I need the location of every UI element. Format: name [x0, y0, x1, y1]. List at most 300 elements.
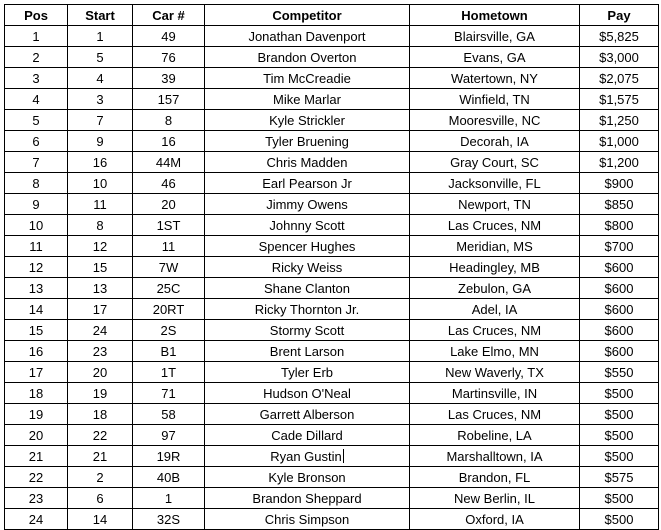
cell-car[interactable] — [133, 131, 205, 152]
cell-start[interactable] — [68, 89, 133, 110]
cell-car[interactable] — [133, 383, 205, 404]
table-row — [5, 446, 659, 467]
cell-text: $500 — [604, 385, 634, 401]
header-hometown[interactable]: Hometown — [410, 5, 580, 26]
cell-pay[interactable] — [580, 320, 659, 341]
cell-text: 17 — [28, 364, 44, 380]
cell-text: 10 — [28, 217, 44, 233]
cell-text: Headingley, MB — [449, 259, 540, 275]
table-row — [5, 320, 659, 341]
cell-start[interactable] — [68, 446, 133, 467]
cell-competitor[interactable] — [205, 488, 410, 509]
cell-start[interactable] — [68, 47, 133, 68]
cell-hometown[interactable] — [410, 278, 580, 299]
table-row — [5, 26, 659, 47]
header-car[interactable]: Car # — [133, 5, 205, 26]
header-row — [5, 5, 659, 26]
table-row — [5, 215, 659, 236]
cell-start[interactable] — [68, 404, 133, 425]
cell-text: 2 — [32, 49, 40, 65]
cell-text: 22 — [92, 427, 108, 443]
cell-text: 19 — [28, 406, 44, 422]
cell-text: Gray Court, SC — [450, 154, 539, 170]
cell-car[interactable] — [133, 488, 205, 509]
cell-start[interactable] — [68, 362, 133, 383]
cell-text: 46 — [161, 175, 176, 191]
cell-car[interactable] — [133, 509, 205, 530]
cell-text: $700 — [604, 238, 634, 254]
cell-text: 5 — [32, 112, 40, 128]
cell-text: Zebulon, GA — [458, 280, 531, 296]
cell-pay[interactable] — [580, 341, 659, 362]
cell-start[interactable] — [68, 341, 133, 362]
cell-competitor[interactable] — [205, 194, 410, 215]
cell-hometown[interactable] — [410, 425, 580, 446]
cell-competitor[interactable] — [205, 236, 410, 257]
cell-text: 8 — [32, 175, 40, 191]
table-row — [5, 299, 659, 320]
cell-start[interactable] — [68, 26, 133, 47]
cell-text: Blairsville, GA — [454, 28, 535, 44]
cell-hometown[interactable] — [410, 131, 580, 152]
cell-text: 7W — [158, 259, 179, 275]
cell-text: 21 — [92, 448, 108, 464]
cell-competitor[interactable] — [205, 257, 410, 278]
cell-text: Kyle Bronson — [268, 469, 346, 485]
cell-car[interactable] — [133, 26, 205, 47]
cell-text: 13 — [28, 280, 44, 296]
results-table-wrapper — [4, 4, 659, 530]
cell-text: Watertown, NY — [451, 70, 538, 86]
cell-text: Adel, IA — [471, 301, 518, 317]
cell-hometown[interactable] — [410, 194, 580, 215]
cell-pay[interactable] — [580, 215, 659, 236]
cell-competitor[interactable] — [205, 425, 410, 446]
cell-text: Kyle Strickler — [269, 112, 345, 128]
table-row — [5, 278, 659, 299]
cell-text: 40B — [156, 469, 181, 485]
cell-text: 5 — [96, 49, 104, 65]
cell-car[interactable] — [133, 446, 205, 467]
cell-text: Ricky Thornton Jr. — [254, 301, 360, 317]
cell-pos[interactable] — [5, 110, 68, 131]
cell-pay[interactable] — [580, 257, 659, 278]
cell-pay[interactable] — [580, 467, 659, 488]
cell-car[interactable] — [133, 404, 205, 425]
cell-text: Las Cruces, NM — [447, 406, 542, 422]
cell-pay[interactable] — [580, 488, 659, 509]
header-start[interactable]: Start — [68, 5, 133, 26]
cell-hometown[interactable] — [410, 47, 580, 68]
cell-competitor[interactable] — [205, 131, 410, 152]
cell-start[interactable] — [68, 173, 133, 194]
table-body — [5, 26, 659, 530]
cell-text: 16 — [28, 343, 44, 359]
table-row — [5, 341, 659, 362]
cell-text: 22 — [28, 469, 44, 485]
header-pos[interactable]: Pos — [5, 5, 68, 26]
cell-pay[interactable] — [580, 446, 659, 467]
cell-pay[interactable] — [580, 509, 659, 530]
cell-text: 49 — [161, 28, 176, 44]
cell-hometown[interactable] — [410, 446, 580, 467]
cell-text: $600 — [604, 259, 634, 275]
text-cursor — [343, 449, 344, 463]
cell-pos[interactable] — [5, 320, 68, 341]
table-row — [5, 425, 659, 446]
cell-hometown[interactable] — [410, 509, 580, 530]
cell-text: 10 — [92, 175, 108, 191]
cell-text: 19R — [156, 448, 181, 464]
cell-pay[interactable] — [580, 89, 659, 110]
cell-text: Earl Pearson Jr — [262, 175, 352, 191]
cell-pay[interactable] — [580, 26, 659, 47]
table-row — [5, 257, 659, 278]
cell-text: 3 — [96, 91, 104, 107]
cell-text: 1ST — [156, 217, 181, 233]
cell-pay[interactable] — [580, 299, 659, 320]
cell-car[interactable] — [133, 467, 205, 488]
cell-hometown[interactable] — [410, 26, 580, 47]
cell-text: $900 — [604, 175, 634, 191]
cell-text: 32S — [156, 511, 181, 527]
cell-text: Robeline, LA — [457, 427, 532, 443]
cell-pay[interactable] — [580, 173, 659, 194]
table-row — [5, 404, 659, 425]
cell-pos[interactable] — [5, 47, 68, 68]
cell-competitor[interactable] — [205, 446, 410, 467]
cell-competitor[interactable] — [205, 215, 410, 236]
cell-hometown[interactable] — [410, 404, 580, 425]
cell-text: Las Cruces, NM — [447, 217, 542, 233]
cell-text: $600 — [604, 322, 634, 338]
cell-text: Evans, GA — [463, 49, 526, 65]
cell-text: $2,075 — [599, 70, 639, 86]
cell-text: 15 — [92, 259, 108, 275]
cell-hometown[interactable] — [410, 215, 580, 236]
cell-competitor[interactable] — [205, 341, 410, 362]
cell-pos[interactable] — [5, 362, 68, 383]
cell-pay[interactable] — [580, 131, 659, 152]
cell-text: 16 — [92, 154, 108, 170]
cell-start[interactable] — [68, 488, 133, 509]
cell-start[interactable] — [68, 509, 133, 530]
cell-pos[interactable] — [5, 488, 68, 509]
table-row — [5, 110, 659, 131]
cell-competitor[interactable] — [205, 110, 410, 131]
cell-text: Newport, TN — [458, 196, 531, 212]
table-row — [5, 467, 659, 488]
cell-competitor[interactable] — [205, 68, 410, 89]
cell-text: 6 — [96, 490, 104, 506]
header-competitor[interactable]: Competitor — [205, 5, 410, 26]
cell-text: 11 — [29, 238, 43, 254]
cell-pos[interactable] — [5, 341, 68, 362]
cell-text: Jacksonville, FL — [448, 175, 541, 191]
cell-car[interactable] — [133, 194, 205, 215]
cell-text: $500 — [604, 427, 634, 443]
cell-text: 20 — [28, 427, 44, 443]
cell-text: 24 — [28, 511, 44, 527]
cell-car[interactable] — [133, 278, 205, 299]
cell-pay[interactable] — [580, 194, 659, 215]
cell-text: New Waverly, TX — [445, 364, 544, 380]
cell-hometown[interactable] — [410, 236, 580, 257]
cell-pos[interactable] — [5, 236, 68, 257]
cell-pay[interactable] — [580, 278, 659, 299]
cell-competitor[interactable] — [205, 467, 410, 488]
cell-car[interactable] — [133, 320, 205, 341]
table-row — [5, 173, 659, 194]
cell-text: Brent Larson — [269, 343, 345, 359]
cell-start[interactable] — [68, 68, 133, 89]
cell-text: 6 — [32, 133, 40, 149]
cell-pos[interactable] — [5, 404, 68, 425]
cell-car[interactable] — [133, 341, 205, 362]
cell-hometown[interactable] — [410, 341, 580, 362]
cell-pos[interactable] — [5, 509, 68, 530]
cell-text: 19 — [92, 385, 108, 401]
cell-text: $5,825 — [599, 28, 639, 44]
cell-pay[interactable] — [580, 404, 659, 425]
cell-text: 4 — [96, 70, 104, 86]
cell-text: 20 — [92, 364, 108, 380]
cell-car[interactable] — [133, 236, 205, 257]
cell-start[interactable] — [68, 320, 133, 341]
table-row — [5, 362, 659, 383]
cell-text: $1,575 — [599, 91, 639, 107]
cell-start[interactable] — [68, 257, 133, 278]
cell-pos[interactable] — [5, 131, 68, 152]
cell-text: $600 — [604, 280, 634, 296]
cell-car[interactable] — [133, 89, 205, 110]
cell-text: 13 — [92, 280, 108, 296]
cell-text: 97 — [161, 427, 176, 443]
cell-hometown[interactable] — [410, 152, 580, 173]
cell-competitor[interactable] — [205, 383, 410, 404]
cell-text: 76 — [161, 49, 176, 65]
cell-text: 4 — [32, 91, 40, 107]
cell-hometown[interactable] — [410, 68, 580, 89]
cell-start[interactable] — [68, 425, 133, 446]
table-row — [5, 89, 659, 110]
cell-pos[interactable] — [5, 173, 68, 194]
cell-text: $800 — [604, 217, 634, 233]
cell-pos[interactable] — [5, 257, 68, 278]
cell-text: 14 — [28, 301, 44, 317]
cell-text: 11 — [161, 238, 176, 254]
cell-competitor[interactable] — [205, 278, 410, 299]
cell-text: 11 — [93, 196, 107, 212]
cell-competitor[interactable] — [205, 509, 410, 530]
cell-text: $500 — [604, 448, 634, 464]
cell-text: 25C — [156, 280, 181, 296]
cell-hometown[interactable] — [410, 110, 580, 131]
cell-car[interactable] — [133, 152, 205, 173]
cell-hometown[interactable] — [410, 383, 580, 404]
cell-hometown[interactable] — [410, 467, 580, 488]
cell-text: 21 — [28, 448, 44, 464]
cell-pos[interactable] — [5, 425, 68, 446]
cell-car[interactable] — [133, 425, 205, 446]
cell-competitor[interactable] — [205, 47, 410, 68]
cell-pay[interactable] — [580, 110, 659, 131]
table-row — [5, 47, 659, 68]
cell-text: 7 — [32, 154, 40, 170]
cell-competitor[interactable] — [205, 173, 410, 194]
cell-pos[interactable] — [5, 68, 68, 89]
cell-text: $575 — [604, 469, 634, 485]
cell-car[interactable] — [133, 299, 205, 320]
cell-text: Oxford, IA — [465, 511, 524, 527]
cell-text: Shane Clanton — [263, 280, 350, 296]
cell-car[interactable] — [133, 110, 205, 131]
cell-text: Winfield, TN — [459, 91, 530, 107]
cell-start[interactable] — [68, 131, 133, 152]
cell-text: Garrett Alberson — [259, 406, 355, 422]
cell-text: Johnny Scott — [269, 217, 345, 233]
cell-hometown[interactable] — [410, 257, 580, 278]
cell-pos[interactable] — [5, 446, 68, 467]
cell-start[interactable] — [68, 215, 133, 236]
cell-text: $3,000 — [599, 49, 639, 65]
cell-text: 1 — [96, 28, 104, 44]
cell-pay[interactable] — [580, 362, 659, 383]
cell-competitor[interactable] — [205, 362, 410, 383]
cell-text: 2S — [160, 322, 177, 338]
cell-text: 8 — [96, 217, 104, 233]
cell-pay[interactable] — [580, 236, 659, 257]
table-row — [5, 383, 659, 404]
cell-text: 3 — [32, 70, 40, 86]
cell-text: 23 — [28, 490, 44, 506]
cell-pos[interactable] — [5, 383, 68, 404]
cell-text: 157 — [157, 91, 180, 107]
cell-text: 17 — [92, 301, 108, 317]
cell-text: $600 — [604, 301, 634, 317]
cell-start[interactable] — [68, 152, 133, 173]
cell-text: 15 — [28, 322, 44, 338]
cell-pos[interactable] — [5, 194, 68, 215]
table-row — [5, 509, 659, 530]
cell-text: B1 — [160, 343, 177, 359]
cell-car[interactable] — [133, 257, 205, 278]
cell-car[interactable] — [133, 47, 205, 68]
cell-car[interactable] — [133, 173, 205, 194]
cell-competitor[interactable] — [205, 299, 410, 320]
cell-pos[interactable] — [5, 467, 68, 488]
cell-text: 24 — [92, 322, 108, 338]
cell-text: Ryan Gustin — [270, 448, 342, 464]
cell-text: 1 — [164, 490, 173, 506]
cell-pos[interactable] — [5, 278, 68, 299]
cell-car[interactable] — [133, 215, 205, 236]
cell-start[interactable] — [68, 467, 133, 488]
cell-pay[interactable] — [580, 425, 659, 446]
cell-text: 9 — [32, 196, 40, 212]
cell-start[interactable] — [68, 194, 133, 215]
results-table — [4, 4, 659, 530]
cell-pay[interactable] — [580, 152, 659, 173]
cell-text: 14 — [92, 511, 108, 527]
header-pay[interactable]: Pay — [580, 5, 659, 26]
cell-text: $600 — [604, 343, 634, 359]
cell-text: 12 — [28, 259, 44, 275]
cell-text: 1T — [160, 364, 177, 380]
cell-text: Meridian, MS — [456, 238, 533, 254]
cell-start[interactable] — [68, 110, 133, 131]
cell-text: 12 — [92, 238, 108, 254]
cell-pos[interactable] — [5, 26, 68, 47]
table-row — [5, 236, 659, 257]
cell-text: Chris Simpson — [264, 511, 350, 527]
cell-text: $1,000 — [599, 133, 639, 149]
cell-start[interactable] — [68, 278, 133, 299]
cell-pos[interactable] — [5, 152, 68, 173]
cell-hometown[interactable] — [410, 173, 580, 194]
cell-text: Jimmy Owens — [266, 196, 348, 212]
cell-start[interactable] — [68, 236, 133, 257]
cell-text: Cade Dillard — [271, 427, 343, 443]
cell-text: Stormy Scott — [269, 322, 345, 338]
cell-pay[interactable] — [580, 47, 659, 68]
cell-car[interactable] — [133, 362, 205, 383]
cell-hometown[interactable] — [410, 320, 580, 341]
table-row — [5, 488, 659, 509]
cell-competitor[interactable] — [205, 152, 410, 173]
cell-text: $500 — [604, 511, 634, 527]
cell-hometown[interactable] — [410, 89, 580, 110]
cell-text: 39 — [161, 70, 176, 86]
cell-text: Ricky Weiss — [271, 259, 343, 275]
cell-competitor[interactable] — [205, 26, 410, 47]
cell-competitor[interactable] — [205, 89, 410, 110]
cell-pay[interactable] — [580, 68, 659, 89]
cell-text: 7 — [96, 112, 104, 128]
cell-pay[interactable] — [580, 383, 659, 404]
cell-hometown[interactable] — [410, 488, 580, 509]
cell-text: Spencer Hughes — [258, 238, 356, 254]
cell-text: 23 — [92, 343, 108, 359]
cell-text: 8 — [164, 112, 173, 128]
cell-text: Hudson O'Neal — [263, 385, 351, 401]
cell-text: 1 — [32, 28, 40, 44]
cell-competitor[interactable] — [205, 404, 410, 425]
cell-pos[interactable] — [5, 89, 68, 110]
cell-text: 18 — [92, 406, 108, 422]
cell-text: 9 — [96, 133, 104, 149]
cell-hometown[interactable] — [410, 362, 580, 383]
cell-competitor[interactable] — [205, 320, 410, 341]
cell-text: 16 — [161, 133, 176, 149]
table-row — [5, 131, 659, 152]
cell-text: $850 — [604, 196, 634, 212]
cell-text: $550 — [604, 364, 634, 380]
cell-text: Marshalltown, IA — [446, 448, 543, 464]
cell-text: 44M — [155, 154, 182, 170]
cell-pos[interactable] — [5, 215, 68, 236]
cell-pos[interactable] — [5, 299, 68, 320]
cell-text: 58 — [161, 406, 176, 422]
cell-text: Jonathan Davenport — [248, 28, 366, 44]
cell-text: New Berlin, IL — [454, 490, 535, 506]
cell-start[interactable] — [68, 299, 133, 320]
cell-text: $1,250 — [599, 112, 639, 128]
cell-start[interactable] — [68, 383, 133, 404]
cell-car[interactable] — [133, 68, 205, 89]
cell-hometown[interactable] — [410, 299, 580, 320]
cell-text: Mike Marlar — [273, 91, 341, 107]
